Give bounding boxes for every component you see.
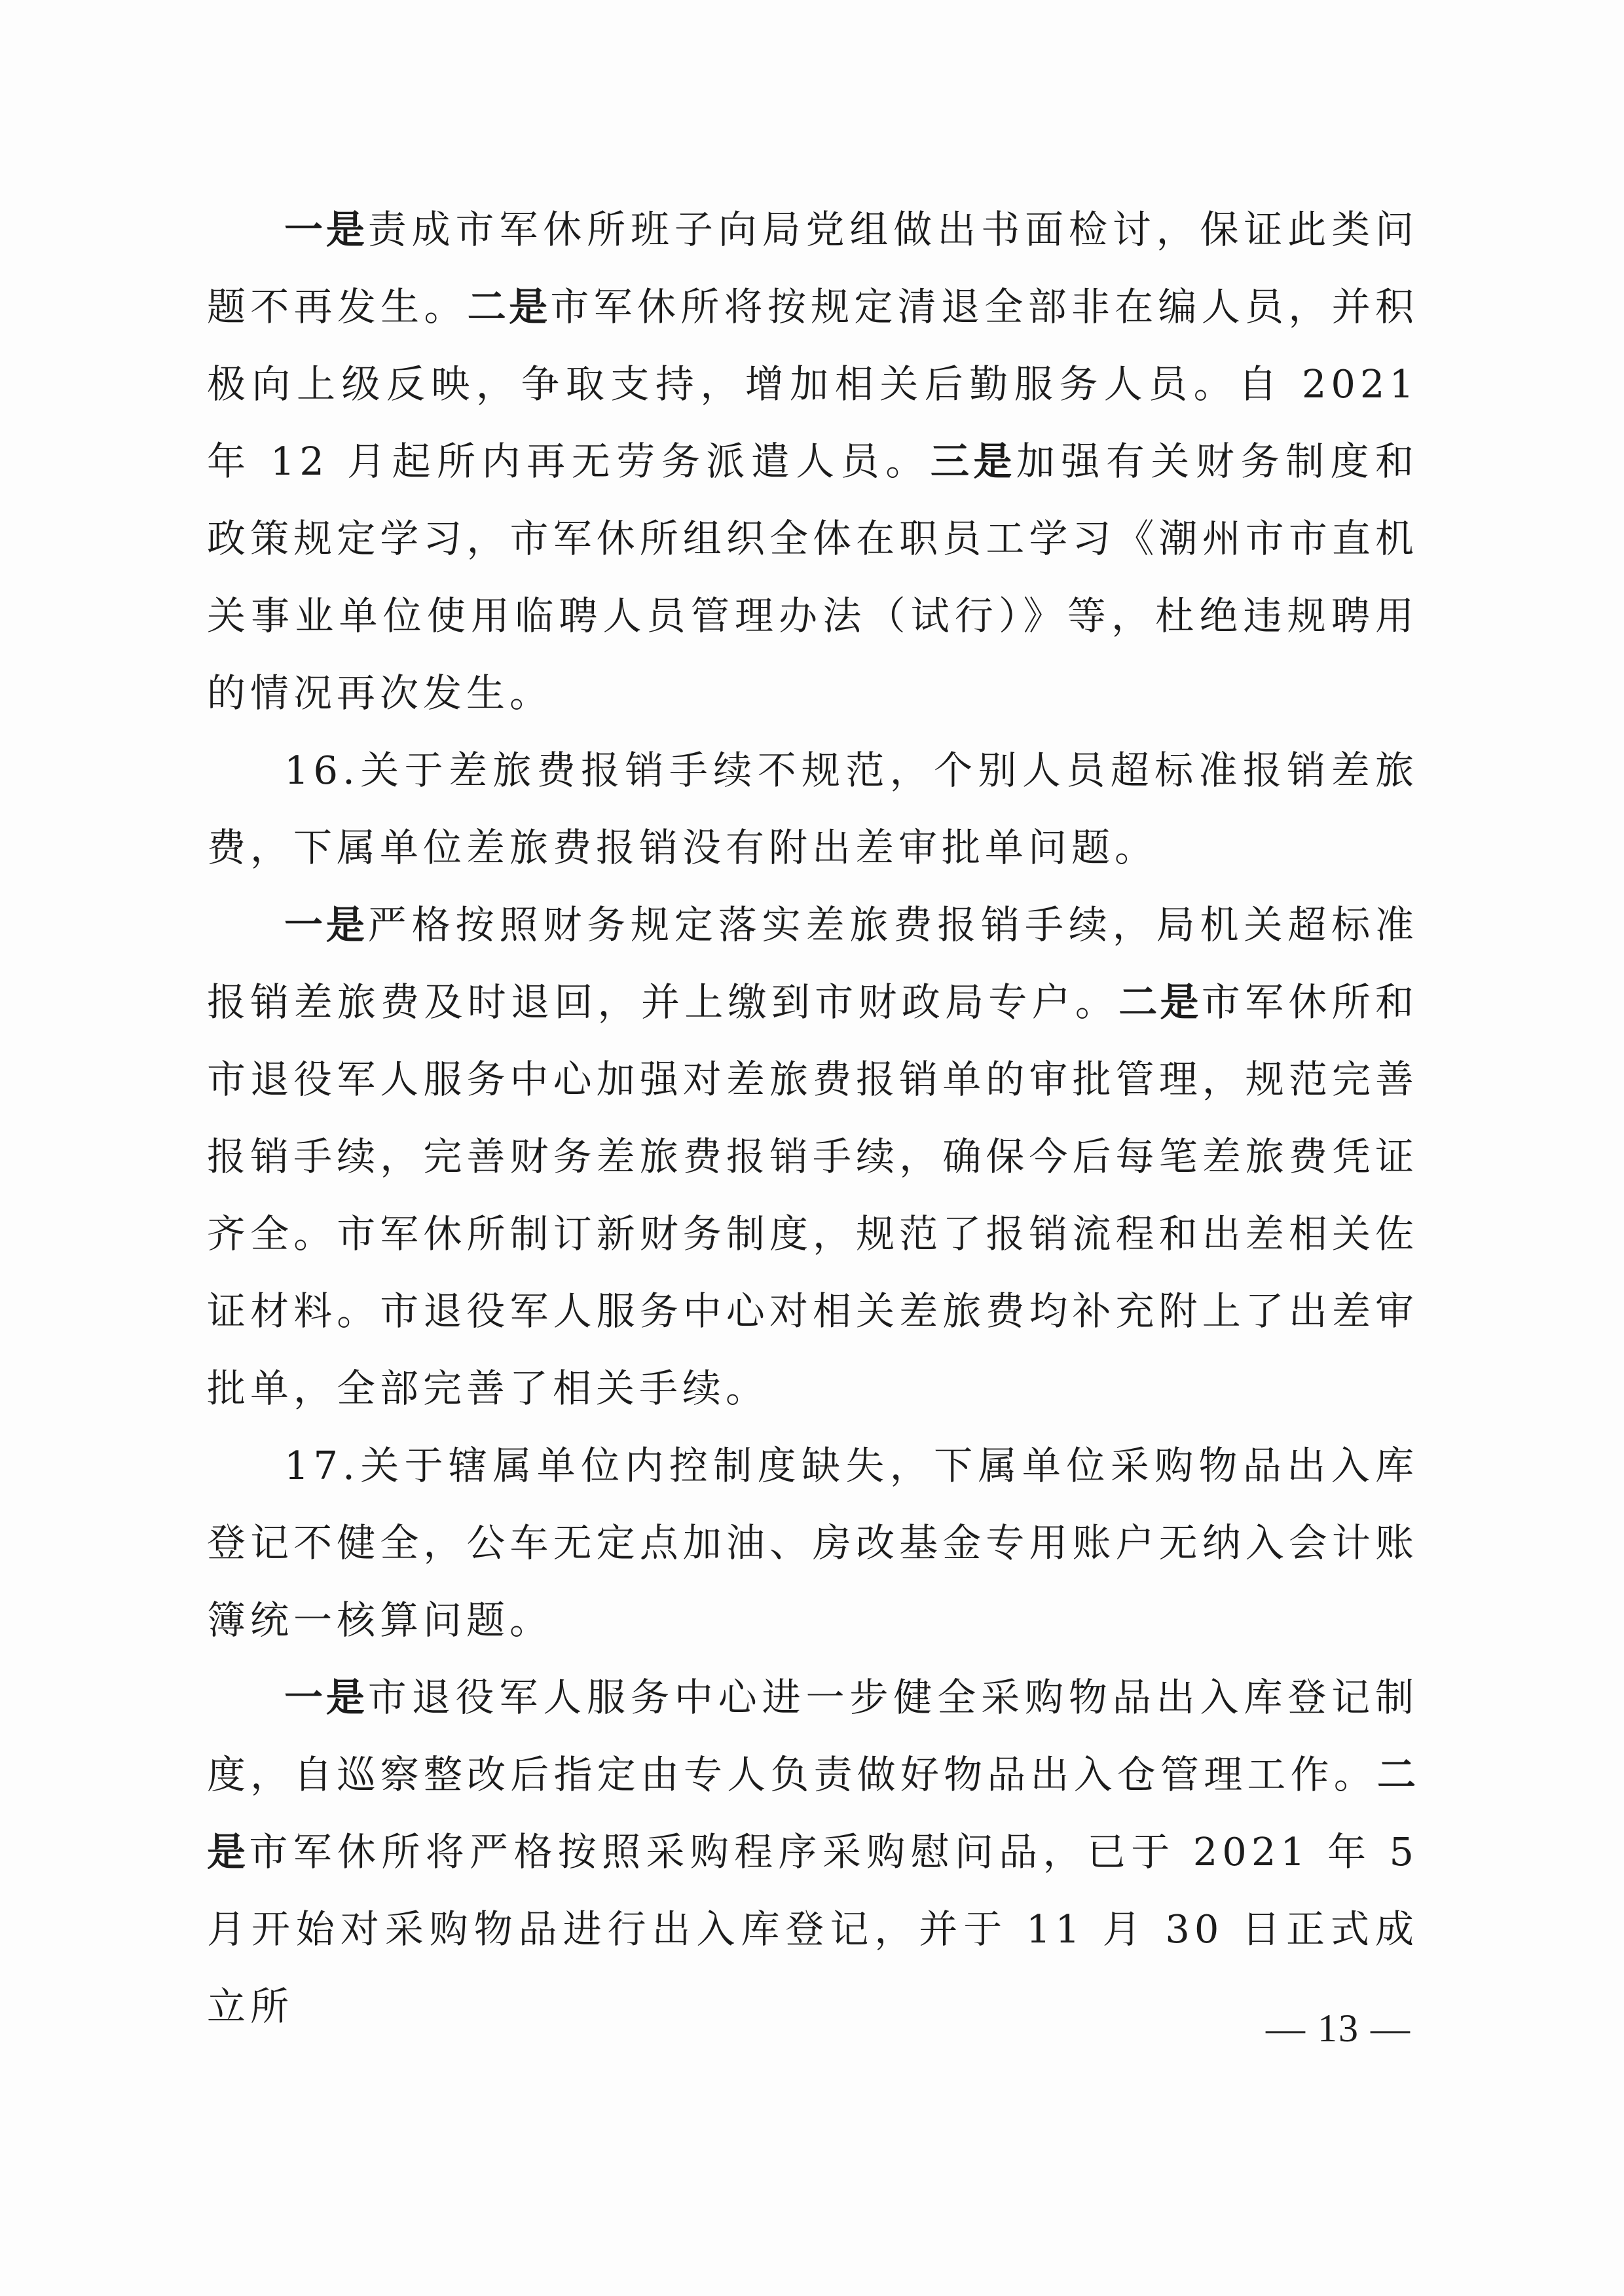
paragraph-text: 责成市军休所班子向局党组做出书面检讨，保证此类问题不再发生。 [207,207,1418,329]
lead-phrase-1: 一是 [284,1675,368,1720]
issue-heading-16: 16.关于差旅费报销手续不规范，个别人员超标准报销差旅费，下属单位差旅费报销没有附出差审批单问题。 [207,748,1418,870]
paragraph-4-issue-17 [207,1427,1418,1659]
paragraph-1 [207,191,1418,732]
lead-phrase-3: 三是 [930,439,1016,484]
lead-phrase-2: 二是 [467,284,551,329]
paragraph-text: 市军休所将按规定清退全部非在编人员，并积极向上级反映，争取支持，增加相关后勤服务人员。自 2021 年 12 月起所内再无劳务派遣人员。 [207,284,1418,484]
lead-phrase-2: 二是 [207,1752,1418,1874]
page-number: — 13 — [1266,2007,1411,2050]
paragraph-text: 加强有关财务制度和政策规定学习，市军休所组织全体在职员工学习《潮州市市直机关事业单位使用临聘人员管理办法（试行）》等，杜绝违规聘用的情况再次发生。 [207,439,1418,716]
paragraph-3 [207,886,1418,1427]
paragraph-2-issue-16 [207,732,1418,886]
lead-phrase-1: 一是 [284,902,368,947]
lead-phrase-1: 一是 [284,207,368,252]
paragraph-text: 严格按照财务规定落实差旅费报销手续，局机关超标准报销差旅费及时退回，并上缴到市财政局专户。 [207,902,1418,1025]
paragraph-text: 市退役军人服务中心进一步健全采购物品出入库登记制度，自巡察整改后指定由专人负责做好物品出入仓管理工作。 [207,1675,1418,1797]
paragraph-5 [207,1659,1418,2045]
body-text [207,191,1418,2045]
lead-phrase-2: 二是 [1118,979,1202,1025]
issue-heading-17: 17.关于辖属单位内控制度缺失，下属单位采购物品出入库登记不健全，公车无定点加油、房改基金专用账户无纳入会计账簿统一核算问题。 [207,1443,1418,1643]
paragraph-text: 市军休所将严格按照采购程序采购慰问品，已于 2021 年 5 月开始对采购物品进行出入库登记，并于 11 月 30 日正式成立所 [207,1829,1418,2029]
paragraph-text: 市军休所和市退役军人服务中心加强对差旅费报销单的审批管理，规范完善报销手续，完善财务差旅费报销手续，确保今后每笔差旅费凭证齐全。市军休所制订新财务制度，规范了报销流程和出差相关佐证材料。市退役军人服务中心对相关差旅费均补充附上了出差审批单，全部完善了相关手续。 [207,979,1418,1411]
